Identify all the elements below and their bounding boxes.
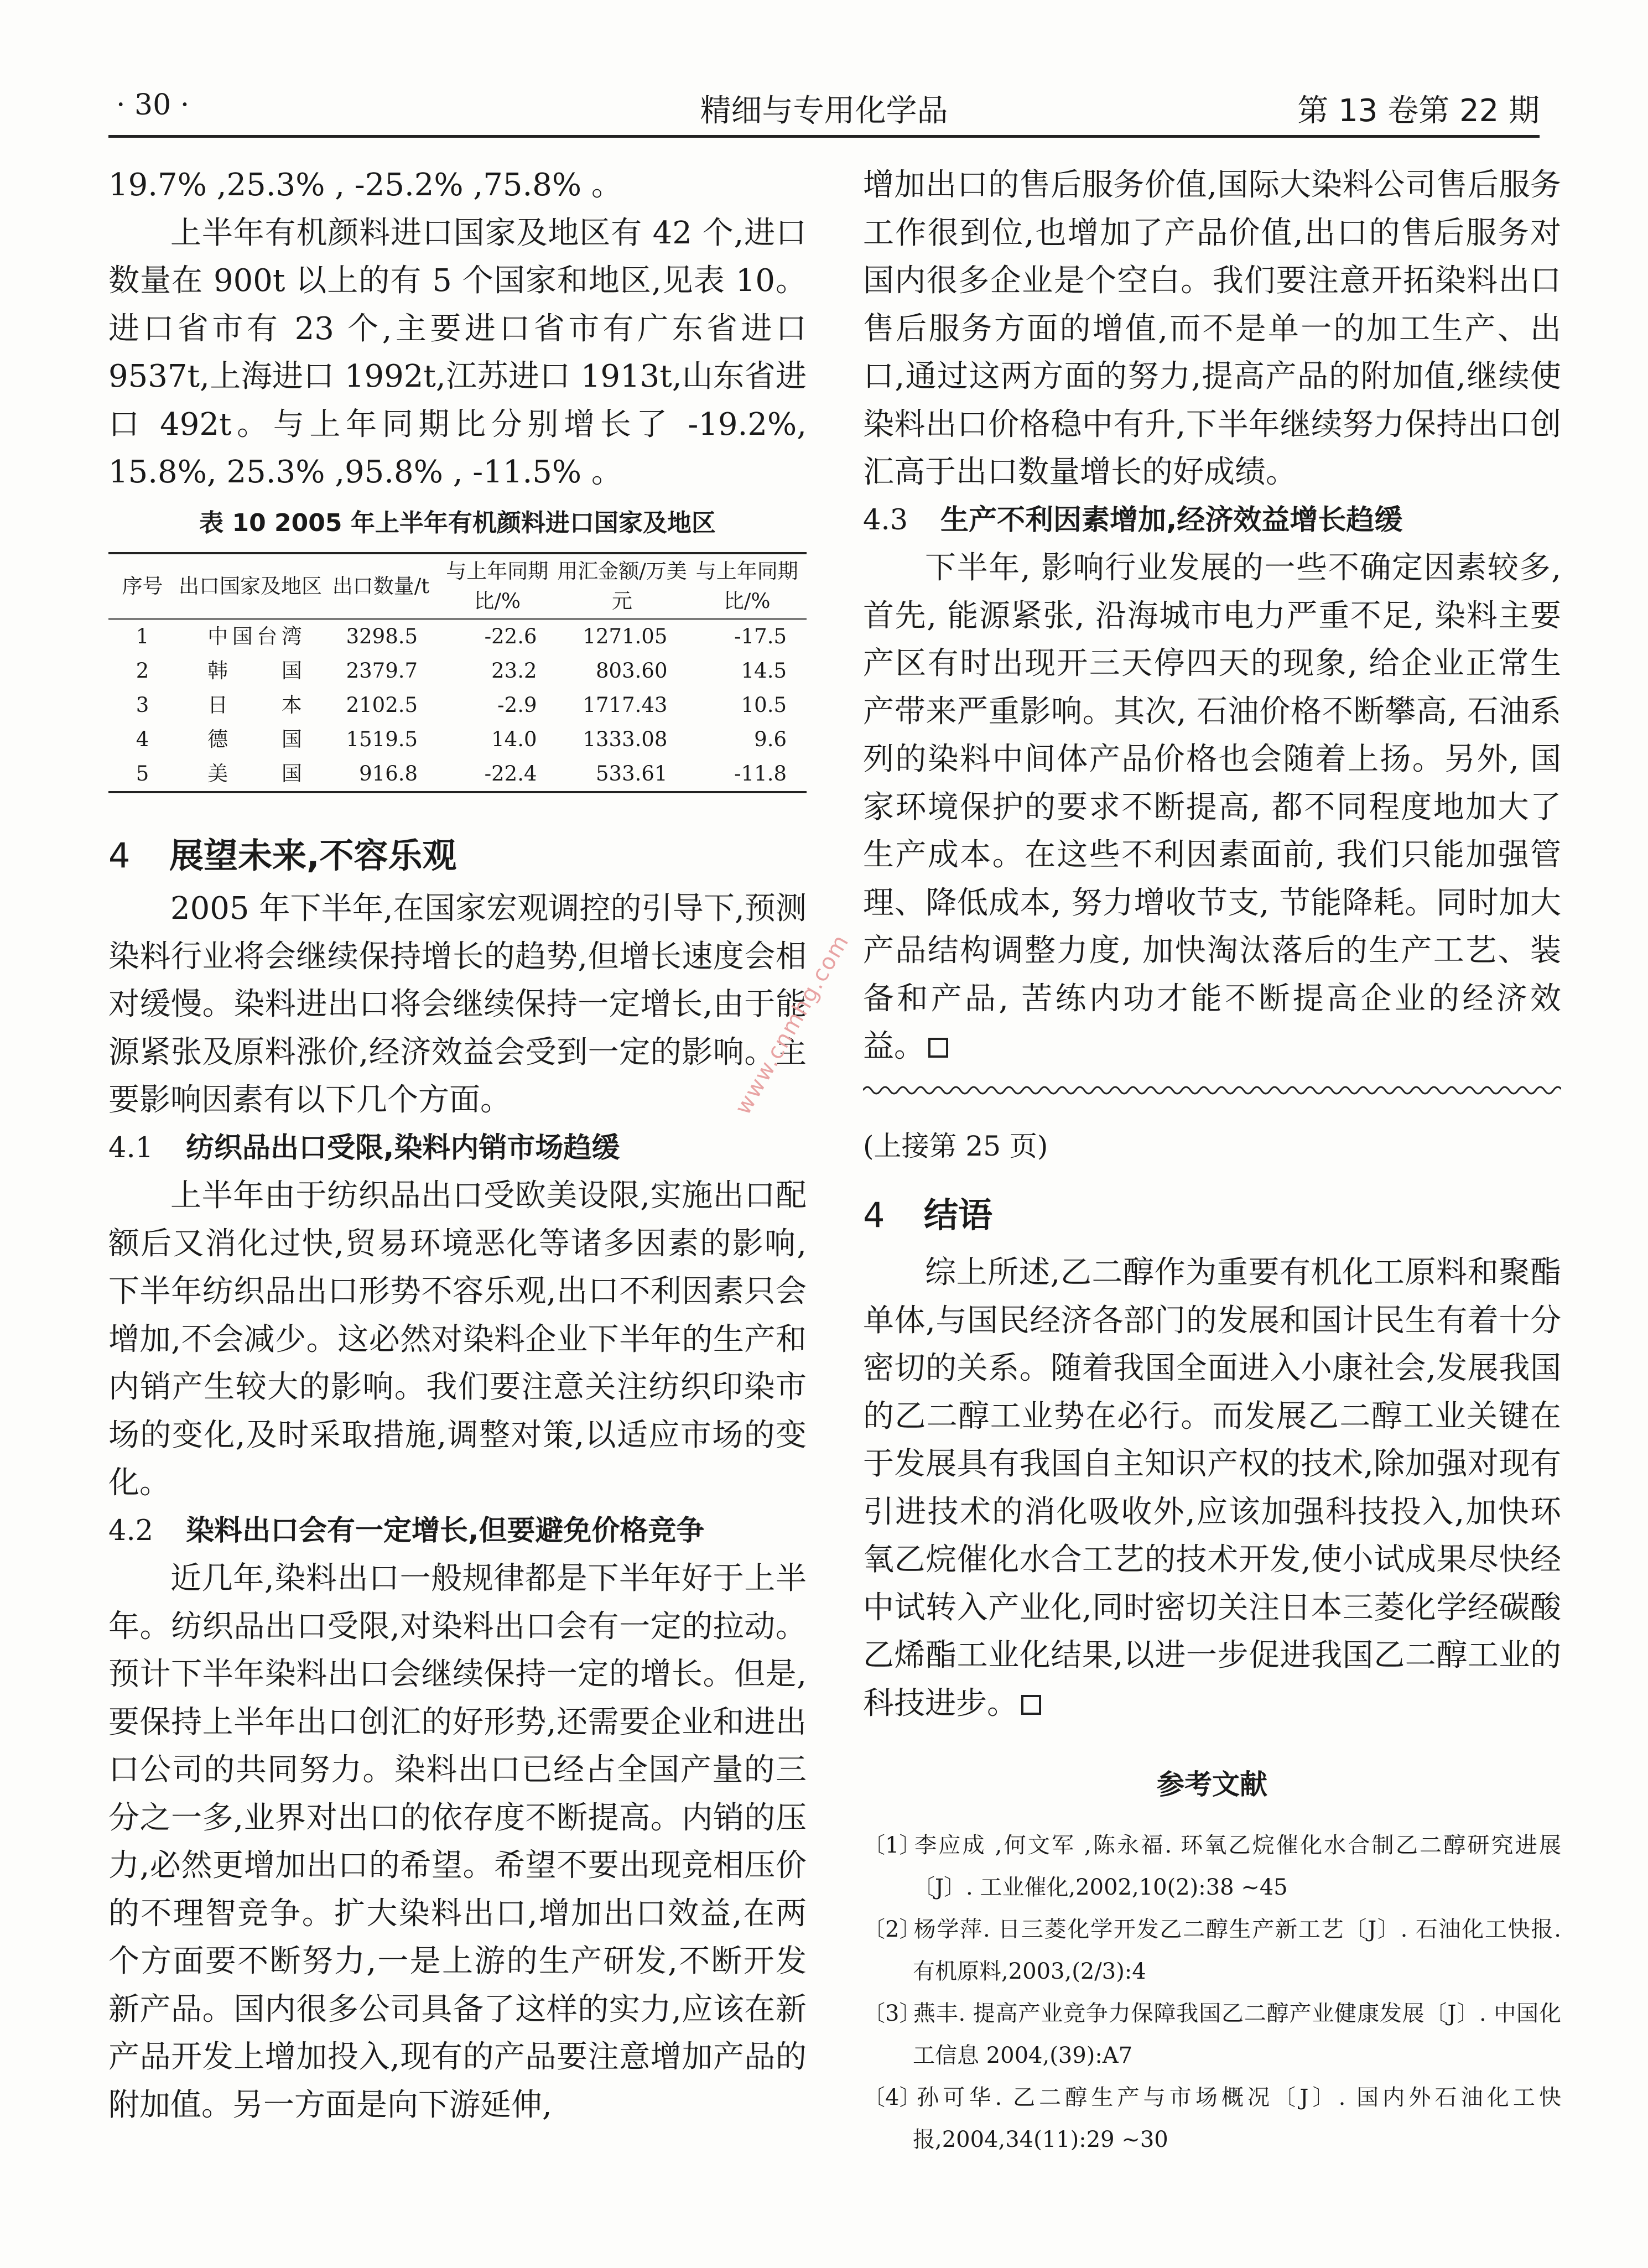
table-row (108, 722, 807, 757)
reference-item (863, 1993, 1561, 2077)
header-rule (108, 135, 1540, 138)
section-number: 4 (863, 1194, 885, 1235)
section-title: 展望未来,不容乐观 (169, 835, 457, 876)
cell-qty: 916.8 (324, 757, 438, 792)
import-table (108, 552, 807, 793)
watermark: www.cnmhg.com (730, 929, 855, 1119)
cell-amount: 1717.43 (583, 693, 668, 717)
subsection-title: 纺织品出口受限,染料内销市场趋缓 (186, 1131, 620, 1164)
table-row (108, 654, 807, 688)
cell-qty-change: -2.9 (497, 693, 537, 717)
reference-item (863, 1824, 1561, 1908)
subsection-heading-4-2 (108, 1507, 807, 1556)
col-header-qty-change: 与上年同期比/% (438, 553, 557, 619)
reference-item (863, 2077, 1561, 2161)
paragraph-intro-continued: 19.7% ,25.3% , -25.2% ,75.8% 。 (108, 167, 622, 203)
paragraph-dye-exports-continued: 增加出口的售后服务价值,国际大染料公司售后服务工作很到位,也增加了产品价值,出口的售后服务对国内很多企业是个空白。我们要注意开拓染料出口售后服务方面的增值,而不是单一的加工生产、出口,通过这两方面的努力,提高产品的附加值,继续使染料出口价格稳中有升,下半年继续努力保持出口创汇高于出口数量增长的好成绩。 (863, 167, 1561, 490)
cell-qty-change: -22.4 (438, 757, 557, 792)
cell-qty: 1519.5 (346, 727, 418, 751)
issue-label: 第 13 卷第 22 期 (1297, 93, 1540, 129)
table-header-row (108, 553, 807, 619)
cell-country: 中国台湾 (207, 624, 302, 648)
cell-amount-change: 14.5 (741, 658, 787, 683)
section-heading-4 (108, 832, 807, 880)
col-header-no: 序号 (108, 553, 176, 619)
cell-country: 日 本 (207, 693, 302, 717)
cell-amount-change: -11.8 (687, 757, 807, 792)
cell-no: 5 (108, 757, 176, 792)
paragraph-import-summary: 上半年有机颜料进口国家及地区有 42 个,进口数量在 900t 以上的有 5 个国家和地区,见表 10。进口省市有 23 个,主要进口省市有广东省进口 9537t,上海进口 1992t,江苏进口 1913t,山东省进口 492t。与上年同期比分别增长了 -19.2%, 15.8%, 25.3% ,95.8% , -11.5% 。 (108, 215, 807, 490)
paragraph-text: 综上所述,乙二醇作为重要有机化工原料和聚酯单体,与国民经济各部门的发展和国计民生有着十分密切的关系。随着我国全面进入小康社会,发展我国的乙二醇工业势在必行。而发展乙二醇工业关键在于发展具有我国自主知识产权的技术,除加强对现有引进技术的消化吸收外,应该加强科技投入,加快环氧乙烷催化水合工艺的技术开发,使小试成果尽快经中试转入产业化,同时密切关注日本三菱化学经碳酸乙烯酯工业化结果,以进一步促进我国乙二醇工业的科技进步。 (863, 1255, 1561, 1721)
section-heading-conclusion (863, 1192, 1561, 1240)
journal-title: 精细与专用化学品 (700, 93, 948, 129)
cell-amount-change: 10.5 (741, 693, 787, 717)
subsection-heading-4-1 (108, 1125, 807, 1173)
paragraph-dye-exports: 近几年,染料出口一般规律都是下半年好于上半年。纺织品出口受限,对染料出口会有一定的拉动。预计下半年染料出口会继续保持一定的增长。但是,要保持上半年出口创汇的好形势,还需要企业和进出口公司的共同努力。染料出口已经占全国产量的三分之一多,业界对出口的依存度不断提高。内销的压力,必然更增加出口的希望。希望不要出现竞相压价的不理智竞争。扩大染料出口,增加出口效益,在两个方面要不断努力,一是上游的生产研发,不断开发新产品。国内很多公司具备了这样的实力,应该在新产品开发上增加投入,现有的产品要注意增加产品的附加值。另一方面是向下游延伸, (108, 1560, 807, 2123)
section-title: 结语 (924, 1194, 993, 1235)
subsection-title: 染料出口会有一定增长,但要避免价格竞争 (186, 1514, 705, 1547)
cell-amount-change: -17.5 (734, 624, 787, 648)
cell-no: 4 (136, 727, 149, 751)
reference-number: 〔4〕 (863, 2084, 922, 2110)
reference-text: 孙可华. 乙二醇生产与市场概况〔J〕. 国内外石油化工快报,2004,34(11):29 ~30 (913, 2084, 1561, 2152)
paragraph-textile-exports: 上半年由于纺织品出口受欧美设限,实施出口配额后又消化过快,贸易环境恶化等诸多因素的影响,下半年纺织品出口形势不容乐观,出口不利因素只会增加,不会减少。这必然对染料企业下半年的生产和内销产生较大的影响。我们要注意关注纺织印染市场的变化,及时采取措施,调整对策,以适应市场的变化。 (108, 1178, 807, 1501)
page-number: · 30 · (116, 89, 190, 122)
col-header-country: 出口国家及地区 (176, 553, 324, 619)
paragraph-text: 下半年, 影响行业发展的一些不确定因素较多, 首先, 能源紧张, 沿海城市电力严重不足, 染料主要产区有时出现开三天停四天的现象, 给企业正常生产带来严重影响。其次, 石油价格不断攀高, 石油系列的染料中间体产品价格也会随着上扬。另外, 国家环境保护的要求不断提高, 都不同程度地加大了生产成本。在这些不利因素面前, 我们只能加强管理、降低成本, 努力增收节支, 节能降耗。同时加大产品结构调整力度, 加快淘汰落后的生产工艺、装备和产品, 苦练内功才能不断提高企业的经济效益。 (863, 550, 1561, 1064)
paragraph-conclusion (863, 1249, 1561, 1728)
cell-qty-change: 14.0 (491, 727, 537, 751)
cell-amount: 803.60 (596, 658, 668, 683)
wavy-divider (863, 1082, 1561, 1099)
cell-amount: 1271.05 (583, 624, 668, 648)
cell-country: 美 国 (176, 757, 324, 792)
cell-no: 3 (136, 693, 149, 717)
cell-qty: 2102.5 (346, 693, 418, 717)
table-row (108, 619, 807, 654)
right-column (863, 162, 1561, 2161)
paragraph-production-factors (863, 544, 1561, 1071)
left-column (108, 162, 807, 2129)
cell-qty-change: 23.2 (491, 658, 537, 683)
reference-number: 〔1〕 (863, 1832, 922, 1858)
subsection-number: 4.2 (108, 1514, 154, 1547)
reference-item (863, 1908, 1561, 1993)
references-heading: 参考文献 (1157, 1768, 1267, 1801)
running-header (108, 83, 1540, 129)
cell-country: 德 国 (207, 727, 302, 751)
reference-number: 〔3〕 (863, 2000, 922, 2026)
col-header-amount-change: 与上年同期比/% (687, 553, 807, 619)
cell-country: 韩 国 (207, 658, 302, 683)
end-mark-icon (928, 1038, 948, 1058)
cell-no: 2 (136, 658, 149, 683)
section-number: 4 (108, 835, 131, 876)
continued-from-note: (上接第 25 页) (863, 1130, 1048, 1162)
paragraph-outlook: 2005 年下半年,在国家宏观调控的引导下,预测染料行业将会继续保持增长的趋势,但增长速度会相对缓慢。染料进出口将会继续保持一定增长,由于能源紧张及原料涨价,经济效益会受到一定的影响。主要影响因素有以下几个方面。 (108, 891, 807, 1118)
subsection-title: 生产不利因素增加,经济效益增长趋缓 (940, 503, 1403, 537)
table-row (108, 688, 807, 722)
reference-text: 李应成 ,何文军 ,陈永福. 环氧乙烷催化水合制乙二醇研究进展〔J〕. 工业催化,2002,10(2):38 ~45 (913, 1832, 1561, 1900)
cell-qty: 2379.7 (346, 658, 418, 683)
subsection-number: 4.1 (108, 1131, 154, 1164)
col-header-amount: 用汇金额/万美元 (557, 553, 688, 619)
cell-amount: 1333.08 (583, 727, 668, 751)
reference-text: 燕丰. 提高产业竞争力保障我国乙二醇产业健康发展〔J〕. 中国化工信息 2004,(39):A7 (913, 2000, 1561, 2068)
reference-text: 杨学萍. 日三菱化学开发乙二醇生产新工艺〔J〕. 石油化工快报. 有机原料,2003,(2/3):4 (913, 1916, 1561, 1984)
cell-qty-change: -22.6 (484, 624, 537, 648)
subsection-heading-4-3 (863, 497, 1561, 545)
cell-no: 1 (136, 624, 149, 648)
reference-number: 〔2〕 (863, 1916, 922, 1942)
cell-qty: 3298.5 (346, 624, 418, 648)
table-row (108, 757, 807, 792)
cell-amount: 533.61 (557, 757, 688, 792)
end-mark-icon (1021, 1695, 1041, 1715)
col-header-qty: 出口数量/t (324, 553, 438, 619)
subsection-number: 4.3 (863, 503, 908, 537)
table-caption: 表 10 2005 年上半年有机颜料进口国家及地区 (199, 508, 716, 537)
cell-amount-change: 9.6 (754, 727, 787, 751)
